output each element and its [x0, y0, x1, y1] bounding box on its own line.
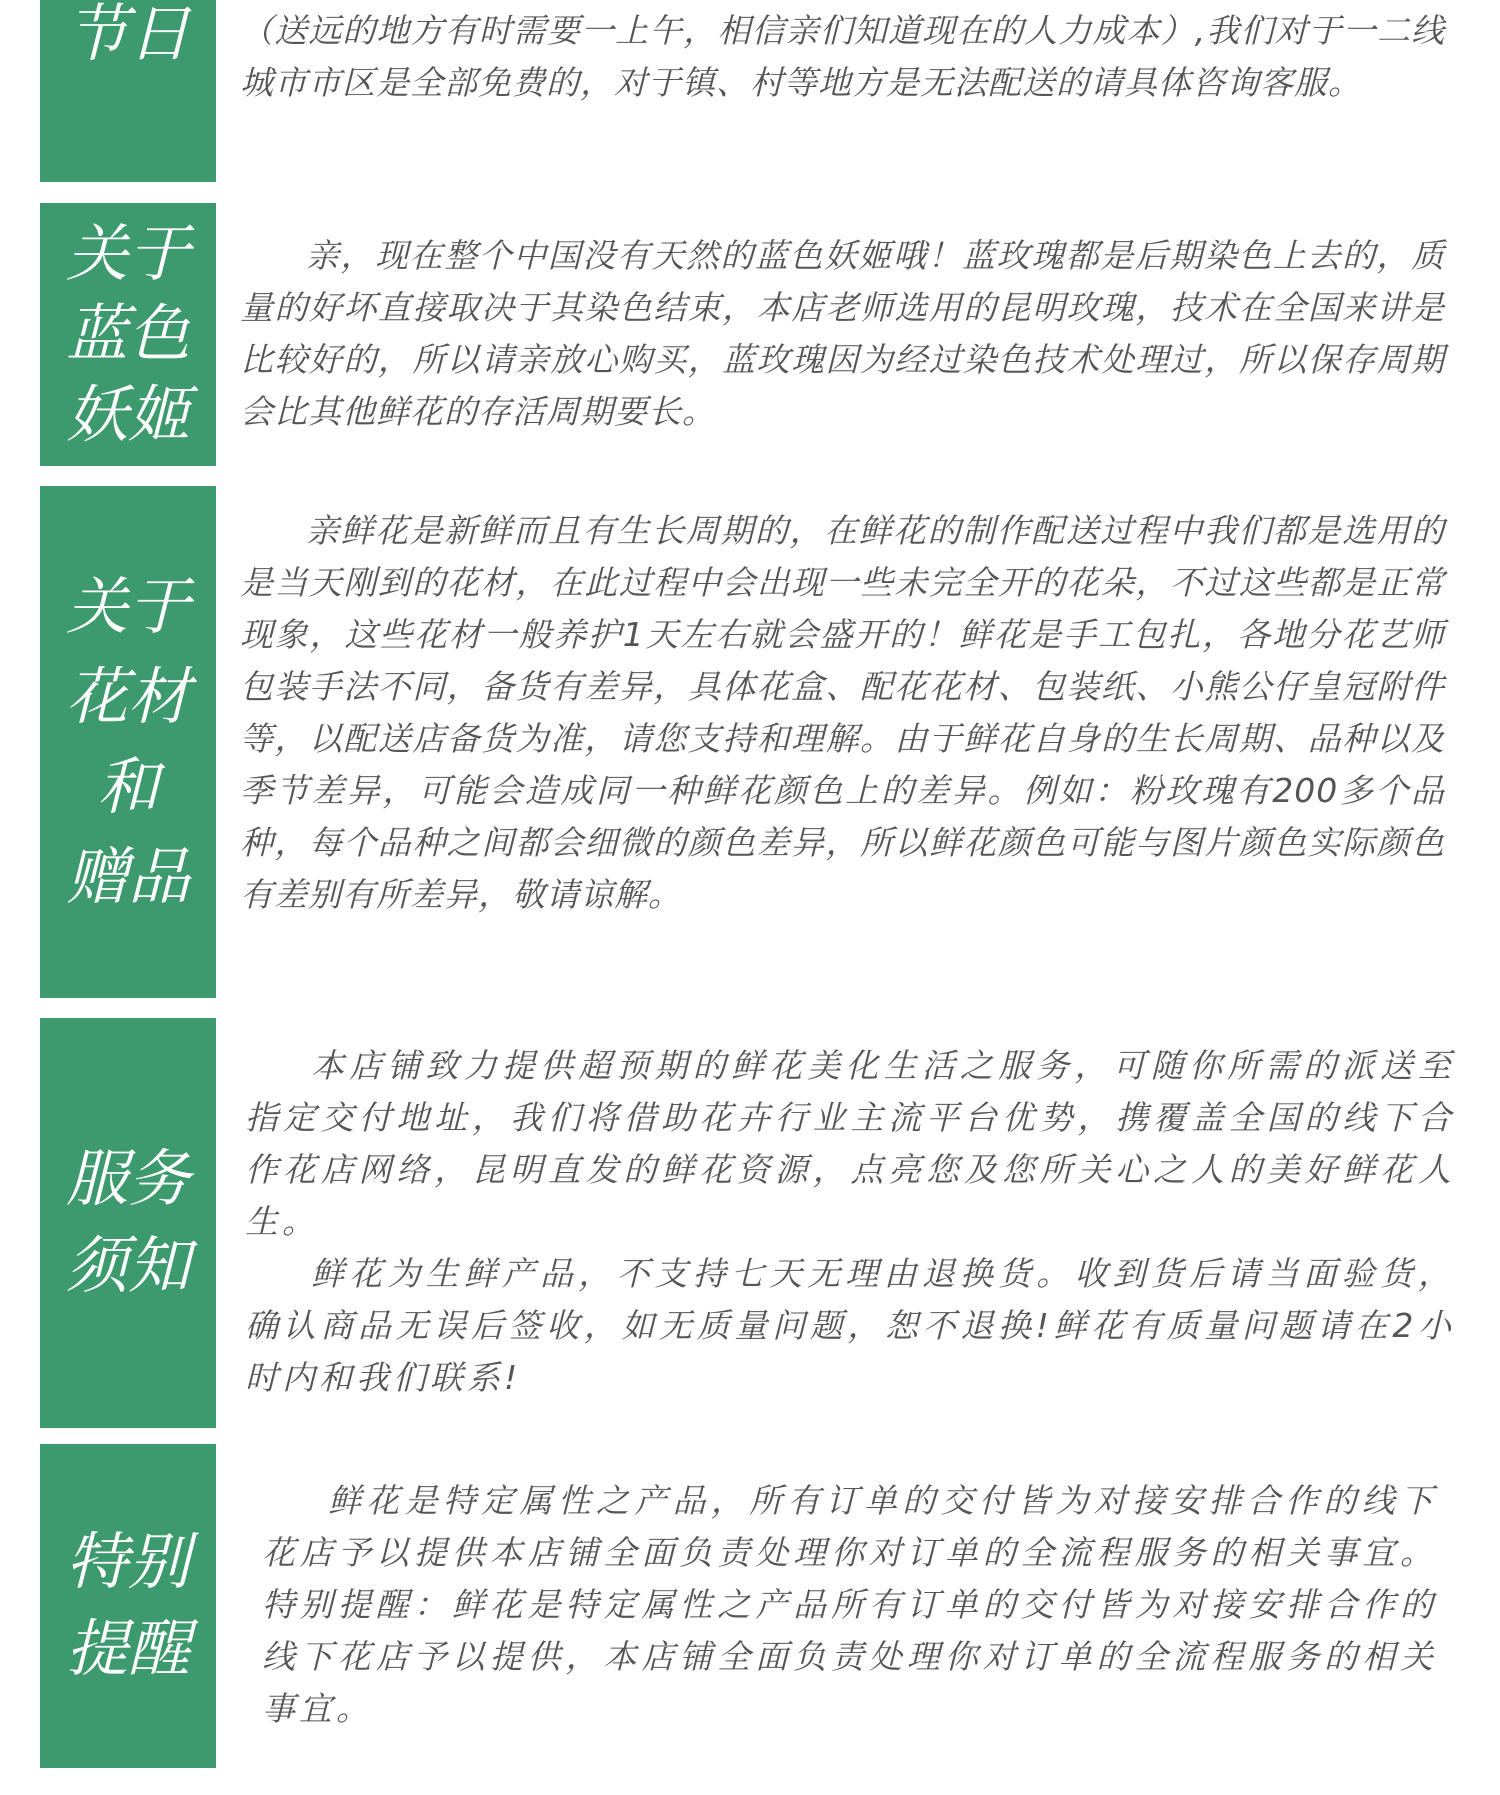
- paragraph: 本店铺致力提供超预期的鲜花美化生活之服务，可随你所需的派送至指定交付地址，我们将借助花卉行业主流平台优势，携覆盖全国的线下合作花店网络，昆明直发的鲜花资源，点亮您及您所关心之人的美好鲜花人生。: [245, 1046, 1455, 1241]
- label-line: 特别: [65, 1525, 190, 1599]
- label-line: 妖姬: [65, 377, 190, 451]
- section-label-blue-enchantress: [40, 203, 216, 466]
- section-label-special-reminder: [40, 1444, 216, 1768]
- label-text: 节日: [65, 0, 190, 70]
- label-line: 提醒: [65, 1612, 190, 1685]
- label-line: 关于: [65, 570, 190, 644]
- section-label-flowers-gifts: [40, 486, 216, 998]
- label-line: 蓝色: [65, 297, 190, 371]
- paragraph: 亲，现在整个中国没有天然的蓝色妖姬哦！蓝玫瑰都是后期染色上去的，质量的好坏直接取决于其染色结束，本店老师选用的昆明玫瑰，技术在全国来讲是比较好的，所以请亲放心购买，蓝玫瑰因为经过染色技术处理过，所以保存周期会比其他鲜花的存活周期要长。: [240, 236, 1445, 431]
- label-line: 赠品: [65, 839, 190, 913]
- section-text-service-notice: [245, 1040, 1455, 1404]
- section-text-special-reminder: [262, 1475, 1437, 1735]
- label-line: 和: [96, 750, 159, 823]
- label-line: 服务: [65, 1142, 190, 1216]
- label-line: 须知: [65, 1229, 190, 1302]
- section-text-holiday: [240, 5, 1445, 109]
- section-label-service-notice: [40, 1018, 216, 1428]
- section-text-flowers-gifts: [240, 505, 1445, 921]
- paragraph: （送远的地方有时需要一上午，相信亲们知道现在的人力成本）,我们对于一二线城市市区是全部免费的，对于镇、村等地方是无法配送的请具体咨询客服。: [240, 11, 1445, 102]
- section-text-blue-enchantress: [240, 230, 1445, 438]
- section-label-holiday: [40, 0, 216, 182]
- paragraph: 鲜花是特定属性之产品，所有订单的交付皆为对接安排合作的线下花店予以提供本店铺全面负责处理你对订单的全流程服务的相关事宜。特别提醒：鲜花是特定属性之产品所有订单的交付皆为对接安排合作的线下花店予以提供，本店铺全面负责处理你对订单的全流程服务的相关事宜。: [262, 1481, 1437, 1728]
- paragraph: 亲鲜花是新鲜而且有生长周期的，在鲜花的制作配送过程中我们都是选用的是当天刚到的花材，在此过程中会出现一些未完全开的花朵，不过这些都是正常现象，这些花材一般养护1天左右就会盛开的！鲜花是手工包扎，各地分花艺师包装手法不同，备货有差异，具体花盒、配花花材、包装纸、小熊公仔皇冠附件等，以配送店备货为准，请您支持和理解。由于鲜花自身的生长周期、品种以及季节差异，可能会造成同一种鲜花颜色上的差异。例如：粉玫瑰有200多个品种，每个品种之间都会细微的颜色差异，所以鲜花颜色可能与图片颜色实际颜色有差别有所差异，敬请谅解。: [240, 511, 1445, 914]
- paragraph: 鲜花为生鲜产品，不支持七天无理由退换货。收到货后请当面验货，确认商品无误后签收，如无质量问题，恕不退换!鲜花有质量问题请在2小时内和我们联系!: [245, 1254, 1455, 1397]
- label-line: 花材: [65, 660, 190, 734]
- label-line: 关于: [65, 216, 190, 290]
